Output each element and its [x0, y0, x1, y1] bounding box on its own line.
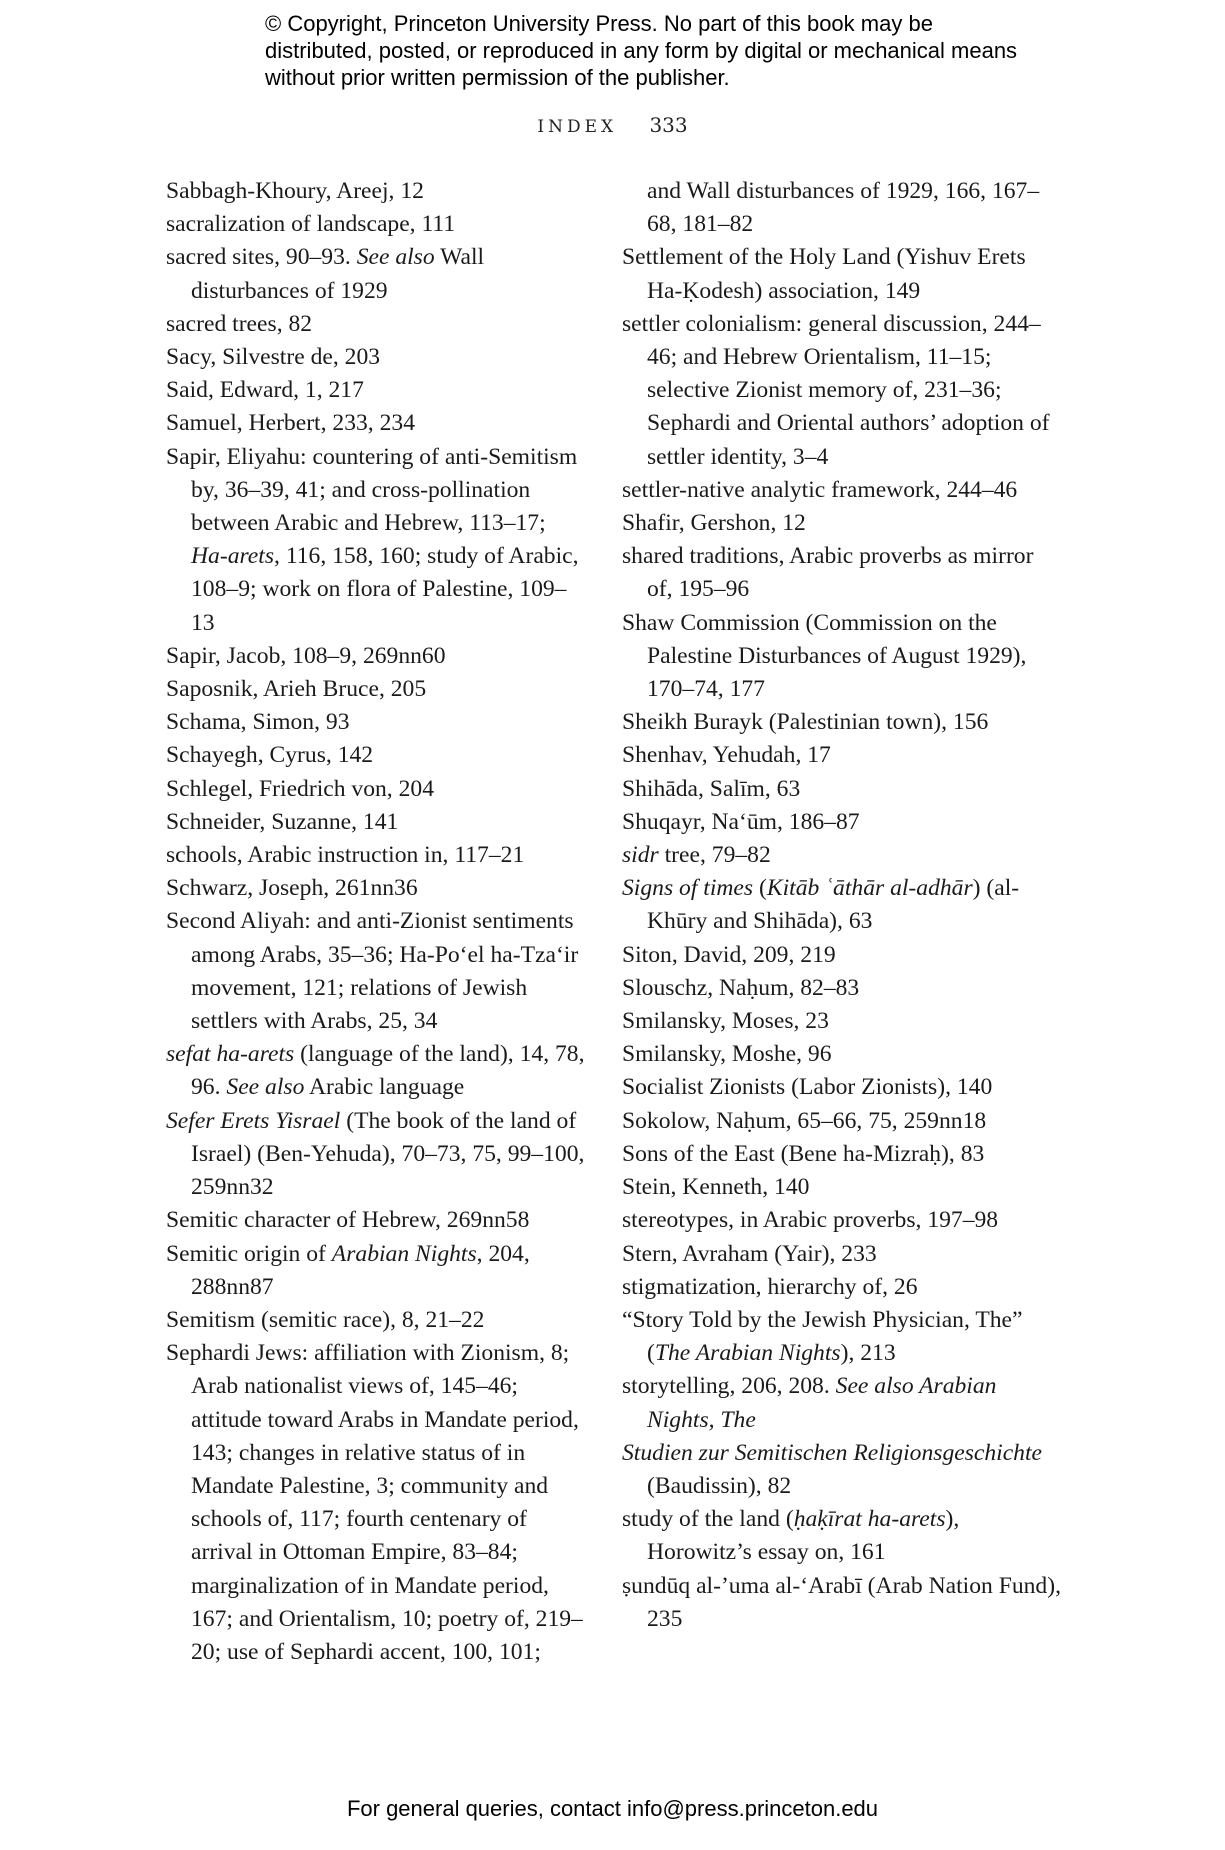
- index-entry-text: Schama, Simon, 93: [166, 709, 350, 736]
- index-entry: [622, 739, 1062, 772]
- index-entry-text: Sephardi Jews: affiliation with Zionism, 8; Arab nationalist views of, 145–46; attitude toward Arabs in Mandate period, 143; changes in relative status of in Mandate Palestine, 3; community and schools of, 117; fourth centenary of arrival in Ottoman Empire, 83–84; marginalization of in Mandate period, 167; and Orientalism, 10; poetry of, 219–20; use of Sephardi accent, 100, 101;: [166, 1340, 583, 1665]
- index-entry: [622, 308, 1062, 474]
- index-entry-text: Smilansky, Moses, 23: [622, 1008, 829, 1035]
- index-entry: [622, 1437, 1062, 1503]
- index-entry: [622, 1105, 1062, 1138]
- index-entry-text: stereotypes, in Arabic proverbs, 197–98: [622, 1207, 999, 1234]
- index-entry-text: Samuel, Herbert, 233, 234: [166, 410, 415, 437]
- index-entry-text: settler colonialism: general discussion, 244–46; and Hebrew Orientalism, 11–15; selective Zionist memory of, 231–36; Sephardi and Oriental authors’ adoption of settler identity, 3–4: [622, 310, 1050, 470]
- index-entry-text: settler-native analytic framework, 244–46: [622, 476, 1018, 503]
- index-entry-italic-text: Studien zur Semitischen Religionsgeschichte: [622, 1439, 1043, 1466]
- index-entry-text: Shaw Commission (Commission on the Palestine Disturbances of August 1929), 170–74, 177: [622, 609, 1027, 703]
- index-entry-text: Saposnik, Arieh Bruce, 205: [166, 676, 427, 703]
- index-entry-text: Said, Edward, 1, 217: [166, 377, 364, 404]
- running-head-label: INDEX: [537, 117, 618, 137]
- index-entry-text: Schlegel, Friedrich von, 204: [166, 775, 434, 802]
- index-entry-text: Arabic language: [304, 1074, 465, 1101]
- index-entry-text: Schayegh, Cyrus, 142: [166, 742, 374, 769]
- index-entry-text: schools, Arabic instruction in, 117–21: [166, 842, 525, 869]
- index-entry: [166, 1304, 586, 1337]
- index-entry: [622, 241, 1062, 307]
- index-column-right: [622, 175, 1062, 1636]
- index-entry-text: sacred trees, 82: [166, 310, 313, 337]
- index-entry: [166, 341, 586, 374]
- index-entry: [166, 673, 586, 706]
- index-entry-text: Siton, David, 209, 219: [622, 941, 836, 968]
- index-entry-text: sacralization of landscape, 111: [166, 211, 456, 238]
- index-entry: [166, 905, 586, 1038]
- index-entry: [622, 1503, 1062, 1569]
- index-entry-text: Semitic character of Hebrew, 269nn58: [166, 1207, 530, 1234]
- index-entry: [166, 739, 586, 772]
- index-entry-text: Stein, Kenneth, 140: [622, 1174, 810, 1201]
- index-entry-text: study of the land (: [622, 1506, 794, 1533]
- index-entry-italic-text: Ha-arets: [191, 543, 275, 570]
- index-entry-text: Sapir, Eliyahu: countering of anti-Semitism by, 36–39, 41; and cross-pollination between Arabic and Hebrew, 113–17;: [166, 443, 578, 537]
- index-entry-text: storytelling, 206, 208.: [622, 1373, 836, 1400]
- index-entry-text: Shihāda, Salīm, 63: [622, 775, 801, 802]
- index-entry: [622, 1570, 1062, 1636]
- index-entry-text: Slouschz, Naḥum, 82–83: [622, 974, 860, 1001]
- index-entry-italic-text: sefat ha-arets: [166, 1041, 295, 1068]
- index-entry: [166, 640, 586, 673]
- index-entry-text: ) (al-Khūry and Shihāda), 63: [647, 875, 1020, 935]
- index-entry: [622, 1304, 1062, 1370]
- index-entry-continuation: and Wall disturbances of 1929, 166, 167–68, 181–82: [647, 178, 1040, 238]
- index-entry: [166, 839, 586, 872]
- index-entry: [622, 939, 1062, 972]
- index-entry-italic-text: See also: [226, 1074, 305, 1101]
- index-entry: [166, 806, 586, 839]
- footer-contact: For general queries, contact info@press.princeton.edu: [346, 1796, 879, 1821]
- index-entry-italic-text: The Arabian Nights: [654, 1340, 841, 1367]
- index-entry-text: Stern, Avraham (Yair), 233: [622, 1240, 877, 1267]
- index-entry-italic-text: sidr: [622, 842, 659, 869]
- index-entry-text: “Story Told by the Jewish Physician, The” (: [622, 1306, 1023, 1367]
- index-entry-italic-text: See also Arabian Nights, The: [647, 1373, 997, 1433]
- index-entry: [622, 972, 1062, 1005]
- index-entry: [166, 175, 586, 208]
- index-entry-text: (language of the land), 14, 78, 96.: [191, 1041, 585, 1101]
- index-entry-text: Shafir, Gershon, 12: [622, 510, 806, 537]
- index-entry-text: , 116, 158, 160; study of Arabic, 108–9; work on flora of Palestine, 109–13: [191, 543, 579, 636]
- index-entry: [166, 872, 586, 905]
- index-entry: [622, 1005, 1062, 1038]
- index-entry-italic-text: Kitāb ʿāthār al-adhār: [766, 875, 973, 902]
- index-entry: [166, 1038, 586, 1104]
- index-entry-text: Settlement of the Holy Land (Yishuv Erets Ha-Ḳodesh) association, 149: [622, 244, 1026, 304]
- index-entry: [622, 806, 1062, 839]
- index-entry: [166, 1204, 586, 1237]
- running-head: [0, 113, 1225, 137]
- index-entry: [166, 1105, 586, 1205]
- index-entry-text: Semitism (semitic race), 8, 21–22: [166, 1306, 485, 1333]
- index-entry-text: (: [753, 875, 767, 902]
- index-column-left: [166, 175, 586, 1669]
- index-entry-text: , 204, 288nn87: [191, 1240, 530, 1300]
- index-entry: [166, 441, 586, 640]
- index-entry: [622, 1171, 1062, 1204]
- index-entry: [622, 1271, 1062, 1304]
- index-entry: [622, 872, 1062, 938]
- index-entry-text: Sacy, Silvestre de, 203: [166, 344, 381, 371]
- index-entry: [166, 773, 586, 806]
- index-entry-text: Semitic origin of: [166, 1240, 332, 1267]
- index-entry: [166, 407, 586, 440]
- index-entry-text: sacred sites, 90–93.: [166, 244, 357, 271]
- index-entry-italic-text: Arabian Nights: [331, 1240, 477, 1267]
- index-entry: [622, 474, 1062, 507]
- index-entry-text: stigmatization, hierarchy of, 26: [622, 1273, 918, 1300]
- index-entry-text: Shenhav, Yehudah, 17: [622, 742, 831, 769]
- index-entry: [166, 1238, 586, 1304]
- index-entry-italic-text: Sefer Erets Yisrael: [166, 1107, 341, 1134]
- index-entry-text: ), 213: [840, 1340, 896, 1367]
- index-entry-text: ṣundūq al-’uma al-‘Arabī (Arab Nation Fund), 235: [622, 1572, 1061, 1632]
- index-entry-text: Second Aliyah: and anti-Zionist sentiments among Arabs, 35–36; Ha-Po‘el ha-Tza‘ir movement, 121; relations of Jewish settlers with Arabs, 25, 34: [166, 908, 579, 1035]
- index-entry: [166, 241, 586, 307]
- index-entry: [166, 308, 586, 341]
- index-entry: [622, 1071, 1062, 1104]
- index-entry-text: Sheikh Burayk (Palestinian town), 156: [622, 709, 989, 736]
- index-entry: [622, 839, 1062, 872]
- index-entry: [622, 1370, 1062, 1436]
- index-entry: [166, 374, 586, 407]
- index-entry-text: Sapir, Jacob, 108–9, 269nn60: [166, 642, 446, 669]
- index-entry-italic-text: ḥaḳīrat ha-arets: [793, 1506, 946, 1533]
- index-entry-text: Schwarz, Joseph, 261nn36: [166, 875, 418, 902]
- index-entry: [166, 1337, 586, 1669]
- index-entry: [622, 607, 1062, 707]
- index-entry-text: Smilansky, Moshe, 96: [622, 1041, 832, 1068]
- index-entry: [622, 1204, 1062, 1237]
- index-entry-italic-text: Signs of times: [622, 875, 754, 902]
- index-entry-text: (Baudissin), 82: [647, 1472, 792, 1499]
- index-entry-text: ), Horowitz’s essay on, 161: [647, 1506, 960, 1566]
- index-entry-text: shared traditions, Arabic proverbs as mirror of, 195–96: [622, 543, 1034, 603]
- index-entry-text: Sokolow, Naḥum, 65–66, 75, 259nn18: [622, 1107, 987, 1134]
- index-entry: [622, 1238, 1062, 1271]
- index-entry: [622, 1138, 1062, 1171]
- index-entry: [622, 507, 1062, 540]
- index-entry-text: (The book of the land of Israel) (Ben-Yehuda), 70–73, 75, 99–100, 259nn32: [191, 1107, 585, 1201]
- index-entry: [622, 540, 1062, 606]
- index-entry-text: Shuqayr, Na‘ūm, 186–87: [622, 808, 860, 835]
- index-entry-italic-text: See also: [356, 244, 435, 271]
- index-entry-text: Socialist Zionists (Labor Zionists), 140: [622, 1074, 993, 1101]
- index-entry-text: Wall disturbances of 1929: [191, 244, 485, 304]
- index-entry-text: Sons of the East (Bene ha-Mizraḥ), 83: [622, 1140, 985, 1167]
- page-number: 333: [649, 113, 688, 137]
- copyright-notice: © Copyright, Princeton University Press. No part of this book may be distributed, posted, or reproduced in any form by digital or mechanical means without prior written permission of the publisher.: [265, 11, 1018, 90]
- index-entry: [622, 773, 1062, 806]
- index-entry: [622, 706, 1062, 739]
- index-entry-text: Sabbagh-Khoury, Areej, 12: [166, 178, 424, 204]
- index-entry: [166, 706, 586, 739]
- index-entry: [622, 1038, 1062, 1071]
- index-entry-text: tree, 79–82: [658, 842, 771, 869]
- index-entry: [166, 208, 586, 241]
- index-entry-text: Schneider, Suzanne, 141: [166, 808, 399, 835]
